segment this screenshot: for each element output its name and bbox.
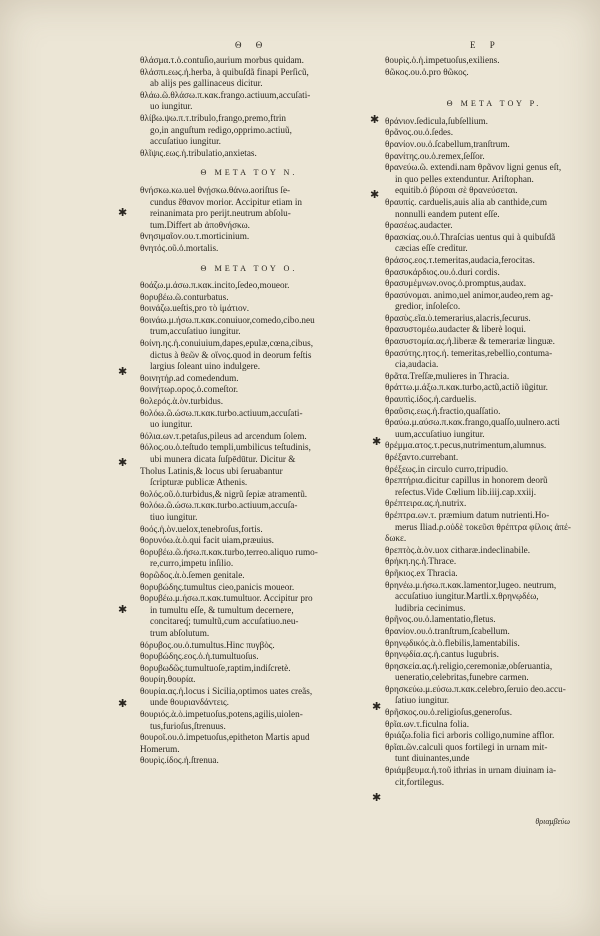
dictionary-line: θουρία.ας.ἡ.locus i Sicilia,optimos uates creãs, [140,685,313,696]
dictionary-line: θουριός.ὰ.ὸ.impetuoſus,potens,agilis,uiolen- [140,709,303,720]
dictionary-line: θλάω.ῶ.θλάσω.π.κακ.frango.actiuum,accuſati- [140,89,311,100]
running-header-right: Ε Ρ [470,40,501,50]
margin-asterisk-mark: ✱ [370,188,380,201]
dictionary-line: merus Iliad.ρ.οὐδὲ τοκεῦσι θρέπτρα φίλοις ἀπέ- [395,521,571,532]
dictionary-line: reſectus.Vide Cœlium lib.iiij.cap.xxiij. [395,486,537,497]
dictionary-line: θοίνη.ης.ἡ.conuiuium,dapes,epulæ,cœna,cibus, [140,338,313,349]
dictionary-line: ab alijs pes gallinaceus dicitur. [150,78,263,89]
dictionary-line: cæcias eſſe creditur. [395,243,468,254]
catchword: θριαμβεύω [535,817,570,826]
dictionary-line: θραυπὶς.ίδος.ἡ.carduelis. [385,394,477,405]
dictionary-line: θρηνέω.μ.ήσω.π.κακ.lamentor,lugeo. neutrum, [385,579,557,590]
dictionary-line: θλάσπι.εως.ἡ.herba, à quibuſdã finapi Perſicũ, [140,66,309,77]
dictionary-line: θρέπτρα.ων.τ. præmium datum nutrienti.Ho- [385,509,550,520]
dictionary-line: tus,furioſus,ſtrenuus. [150,720,226,731]
dictionary-line: θορυβωδῶς.tumultuoſe,raptim,indiſcretè. [140,662,291,673]
dictionary-line: ſatiuo iungitur. [395,695,450,706]
rho-entries [385,116,600,788]
dictionary-line: θρᾶνος.ου.ὁ.ſedes. [385,127,453,138]
dictionary-line: θρασύνομαι. animo,uel animor,audeo,rem ag- [385,289,554,300]
dictionary-line: uo iungitur. [150,101,193,112]
dictionary-line: θοός.ἡ.ὸν.uelox,tenebroſus,fortis. [140,523,263,534]
dictionary-line: θορυβώδης.tumultus cieo,panicis moueor. [140,581,295,592]
dictionary-line: θόλος.ου.ὁ.teſtudo templi,umbilicus teſtudinis, [140,442,311,453]
dictionary-line: unde θουριανδάντεις. [150,697,229,708]
dictionary-line: θλῖψις.εως.ἡ.tribulatio,anxietas. [140,147,257,158]
dictionary-line: θρεπτήρια.dicitur capillus in honorem deorũ [385,475,548,486]
dictionary-line: θρανίον.ου.ὁ.ſcabellum,tranſtrum. [385,138,510,149]
dictionary-line: ubi munera dicata ſuſpēdūtur. Dicitur & [150,454,296,464]
dictionary-line: θρηνῳδία.ας.ἡ.cantus lugubris. [385,649,499,660]
section-heading-omicron: Θ ΜΕΤΑ ΤΟΥ Ο. [200,263,298,273]
dictionary-line: θοινάω.μ.ήσω.π.κακ.conuiuor,comedo,cibo.neu [140,314,315,325]
dictionary-line: θουρὶς.ίδος.ἡ.ſtrenua. [140,755,219,766]
dictionary-line: θρασυμέμνων.ονος.ὁ.promptus,audax. [385,278,527,289]
right-column [385,55,600,788]
dictionary-line: θόλια.ων.τ.petaſus,pileus ad arcendum ſolem. [140,430,307,441]
dictionary-line: dictus à θεῶν & οἴνος.quod in deorum feſtis [150,349,312,360]
margin-asterisk-mark: ✱ [372,435,382,448]
dictionary-line: θνησιμαῖον.ου.τ.morticinium. [140,231,250,242]
dictionary-line: θρῆσκος.ου.ὁ.religioſus,generoſus. [385,707,513,718]
dictionary-line: θουρίη.θουρία. [140,674,196,685]
dictionary-line: θράττω.μ.άξω.π.κακ.turbo,actũ,actiõ iũgitur. [385,382,548,393]
dictionary-line: θρῖα.ων.τ.ficulna folia. [385,718,469,729]
dictionary-line: re,curro,impetu inſilio. [150,558,234,569]
margin-asterisk-mark: ✱ [118,456,128,469]
dictionary-line: θολερός.ὰ.ὸν.turbidus. [140,396,223,407]
dictionary-line: θρηνῳδικός.ὰ.ὸ.flebilis,lamentabilis. [385,637,520,648]
dictionary-line: θρέπτειρα.ας.ἡ.nutrix. [385,498,467,509]
dictionary-line: θρησκεία.ας.ἡ.religio,ceremoniæ,obſeruantia, [385,660,553,671]
dictionary-line: θορυβέω.μ.ήσω.π.κακ.tumultuor. Accipitur pro [140,593,313,604]
running-header-left: Θ Θ [235,40,269,50]
dictionary-line: θράνιον.ſedicula,ſubſellium. [385,115,488,126]
right-top-entries [385,55,600,78]
dictionary-line: θοινάζω.ueſtis,pro τὸ ἱμάτιον. [140,303,249,314]
dictionary-line: θρήκη.ης.ἡ.Thrace. [385,556,457,567]
dictionary-line: θοινητήρ.ad comedendum. [140,372,239,383]
dictionary-line: θρησκεύω.μ.εύσω.π.κακ.celebro,ſeruio deo.accu- [385,683,566,694]
dictionary-line: θουροῖ.ου.ὁ.impetuoſus,epitheton Martis apud [140,732,310,743]
dictionary-line: θρασὺς.εῖα.ὺ.temerarius,alacris,ſecurus. [385,312,531,323]
dictionary-line: uo iungitur. [150,419,193,430]
dictionary-line: θλάσμα.τ.ὁ.contuſio,aurium morbus quidam. [140,55,304,65]
dictionary-line: θρασύτης.ητος.ἡ. temeritas,rebellio,contuma- [385,347,553,358]
dictionary-line: ſcripturæ publicæ Athenis. [150,477,248,488]
dictionary-line: θρῆκιος.ex Thracia. [385,567,458,578]
dictionary-line: θρανίτης.ου.ὁ.remex,ſeſſor. [385,150,485,161]
dictionary-line: θρανίον.ου.ὁ.tranſtrum,ſcabellum. [385,625,510,636]
dictionary-line: concitareq́; tumultũ,cum accuſatiuo.neu- [150,616,299,627]
margin-asterisk-mark: ✱ [118,697,128,710]
dictionary-line: θρέξαντο.currebant. [385,452,459,462]
dictionary-line: in quo pelles extenduntur. Ariſtophan. [395,173,534,184]
dictionary-line: θρᾶτα.Treſſæ,mulieres in Thracia. [385,370,510,381]
dictionary-line: θρασυστομία.ας.ἡ.liberæ & temerariæ linguæ. [385,336,555,347]
dictionary-line: θορυβώδης.εος.ὁ.ἡ.tumultuoſus. [140,651,259,662]
dictionary-line: trum,accuſatiuo iungitur. [150,326,241,337]
dictionary-line: go,in anguſtum redigo,opprimo.actiuũ, [150,124,292,135]
dictionary-line: θορῶδος.ὰ.ὸ.ſemen genitale. [140,569,245,580]
dictionary-line: θραυπίς. carduelis,auis alia ab canthide,cum [385,196,548,207]
dictionary-line: tunt diuinantes,unde [395,753,470,764]
dictionary-line: cundus ἔθανον morior. Accipitur etiam in [150,196,303,207]
dictionary-line: θρῆνος.ου.ὁ.lamentatio,fletus. [385,614,496,625]
dictionary-line: in tumultu eſſe, & tumultum decernere, [150,604,294,615]
dictionary-line: θρανεύω.ῶ. extendi.nam θρᾶνον ligni genus eſt, [385,162,562,173]
dictionary-line: θραύω.μ.αύσω.π.κακ.frango,quaſſo,uulnero.acti [385,417,560,428]
margin-asterisk-mark: ✱ [118,365,128,378]
dictionary-line: θρασκίας.ου.ὁ.Thraſcias uentus qui à quibuſdã [385,231,556,242]
section-heading-nu: Θ ΜΕΤΑ ΤΟΥ Ν. [200,168,298,178]
dictionary-line: tum.Differt ab ἀποθνήσκω. [150,219,250,230]
margin-asterisk-mark: ✱ [118,603,128,616]
dictionary-line: θλίβω.ψω.π.τ.tribulo,frango,premo,ftrin [140,112,287,123]
dictionary-line: θρέμμα.ατος.τ.pecus,nutrimentum,alumnus. [385,440,547,451]
dictionary-line: θουρὶς.ὁ.ἡ.impetuoſus,exiliens. [385,55,500,65]
dictionary-line: largius ſoleant uino indulgere. [150,361,261,372]
dictionary-line: θορυνόω.ὰ.ὸ.qui facit uiam,præuius. [140,535,274,546]
dictionary-line: trum abſolutum. [150,627,210,638]
dictionary-line: equitib.ὁ βύρσαι σὲ θρανεύσεται. [395,185,518,196]
dictionary-line: θρασέως.audacter. [385,220,453,231]
dictionary-line: θρασυκάρδιος.ου.ὁ.duri cordis. [385,266,500,277]
dictionary-line: θορυβέω.ῶ.conturbatus. [140,291,229,302]
dictionary-line: θολόω.ῶ.ώσω.π.κακ.turbo.actiuum,accuſati- [140,407,303,418]
dictionary-line: θορυβέω.ῶ.ήσω.π.κακ.turbo,terreo.aliquo rumo- [140,546,318,557]
dictionary-line: Tholus Latinis,& locus ubi ſeruabantur [140,465,283,476]
dictionary-line: θρῖαι.ῶν.calculi quos fortilegi in urnam mit- [385,741,548,752]
dictionary-line: ueneratio,celebritas,funebre carmen. [395,672,529,683]
dictionary-line: θρέξεως.in circulo curro,tripudio. [385,463,509,474]
dictionary-line: θριάζω.folia fici arboris colligo,numine afflor. [385,730,555,741]
dictionary-line: cit,fortilegus. [395,776,444,787]
margin-asterisk-mark: ✱ [118,206,128,219]
margin-asterisk-mark: ✱ [372,700,382,713]
left-column [140,55,358,767]
dictionary-line: gredior, inſoleſco. [395,301,461,312]
dictionary-line: accuſatiuo iungitur.Martli.x.θρηνῳδέω, [395,591,539,602]
dictionary-line: θοάζω.μ.άσω.π.κακ.incito,ſedeo,moueor. [140,280,290,291]
dictionary-line: Homerum. [140,743,180,754]
dictionary-line: θριάμβευμα.ἡ.τοῦ ithrias in urnam diuinam ia- [385,765,557,776]
dictionary-line: nonnulli eandem putent eſſe. [395,208,500,219]
dictionary-line: reinanimata pro perijt.neutrum abſolu- [150,208,291,219]
nu-entries [140,185,358,255]
margin-asterisk-mark: ✱ [370,113,380,126]
dictionary-line: θοινήτωρ.ορος.ὁ.comeſtor. [140,384,239,395]
dictionary-line: ludibria cecinimus. [395,602,466,613]
dictionary-line: θρεπτὸς.ὰ.ὸν.uox citharæ.indeclinabile. [385,544,531,555]
dictionary-line: cia,audacia. [395,359,439,370]
dictionary-line: uum,accuſatiuo iungitur. [395,428,485,439]
dictionary-line: θῶκος.ου.ὁ.pro θῶκος. [385,66,469,77]
dictionary-line: θόρυβος.ου.ὁ.tumultus.Hinc πυγβὸς. [140,639,275,650]
omicron-entries [140,280,358,767]
margin-asterisk-mark: ✱ [372,791,382,804]
dictionary-line: θολός.οῦ.ὁ.turbidus,& nigrũ ſepiæ atramentũ. [140,488,308,499]
section-heading-rho: Θ ΜΕΤΑ ΤΟΥ Ρ. [446,99,542,109]
dictionary-line: θνητός.οῦ.ὁ.mortalis. [140,242,219,253]
left-top-entries [140,55,358,159]
dictionary-line: θνήσκω.κω.uel θνῄσκω.θάνω.aoriſtus ſe- [140,184,291,195]
dictionary-line: tiuo iungitur. [150,511,198,522]
dictionary-line: θρασυστομέω.audacter & liberè loqui. [385,324,526,335]
dictionary-line: θολόω.ῶ.ώσω.π.κακ.turbo.actiuum,accuſa- [140,500,298,511]
dictionary-line: accuſatiuo iungitur. [150,136,221,147]
dictionary-line: θραῦσις.εως.ἡ.fractio,quaſſatio. [385,405,501,416]
dictionary-line: θράσος.εος.τ.temeritas,audacia,ferocitas. [385,254,535,265]
dictionary-line: δωκε. [385,533,407,544]
